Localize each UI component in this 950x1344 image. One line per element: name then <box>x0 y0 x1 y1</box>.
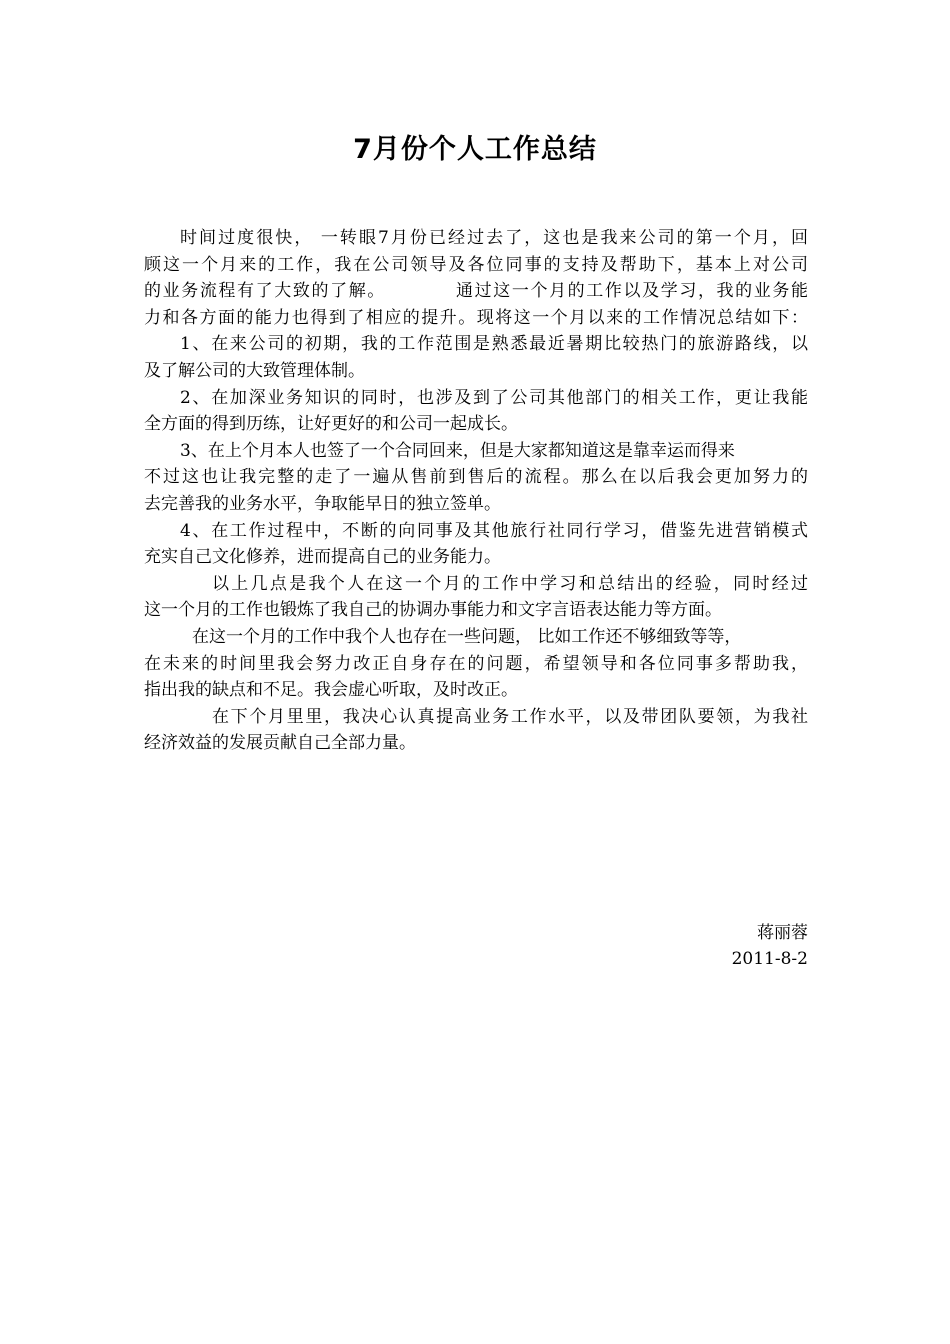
signature-name: 蒋丽蓉 <box>757 923 808 943</box>
signature-date: 2011-8-2 <box>731 949 808 969</box>
body-line: 这一个月的工作也锻炼了我自己的协调办事能力和文字言语表达能力等方面。 <box>144 600 722 621</box>
body-line: 在这一个月的工作中我个人也存在一些问题， 比如工作还不够细致等等， <box>192 626 742 647</box>
body-line: 顾这一个月来的工作，我在公司领导及各位同事的支持及帮助下，基本上对公司 <box>144 254 808 275</box>
document-body <box>144 225 808 757</box>
signature-block <box>600 920 808 972</box>
body-line: 力和各方面的能力也得到了相应的提升。现将这一个月以来的工作情况总结如下： <box>144 307 808 328</box>
body-line: 3、在上个月本人也签了一个合同回来，但是大家都知道这是靠幸运而得来 <box>180 440 735 461</box>
body-line: 在未来的时间里我会努力改正自身存在的问题，希望领导和各位同事多帮助我， <box>144 653 808 674</box>
body-line: 1、在来公司的初期，我的工作范围是熟悉最近暑期比较热门的旅游路线，以 <box>180 334 808 355</box>
body-line: 在下个月里里，我决心认真提高业务工作水平，以及带团队要领，为我社 <box>212 706 808 727</box>
body-line: 充实自己文化修养，进而提高自己的业务能力。 <box>144 547 501 568</box>
body-line: 不过这也让我完整的走了一遍从售前到售后的流程。那么在以后我会更加努力的 <box>144 467 808 488</box>
body-line: 及了解公司的大致管理体制。 <box>144 360 365 381</box>
body-line: 经济效益的发展贡献自己全部力量。 <box>144 733 416 754</box>
body-line: 2、在加深业务知识的同时，也涉及到了公司其他部门的相关工作，更让我能 <box>180 387 808 408</box>
body-line: 时间过度很快， 一转眼7月份已经过去了，这也是我来公司的第一个月，回 <box>180 228 808 248</box>
document-title: 7月份个人工作总结 <box>353 134 597 165</box>
body-line: 的业务流程有了大致的了解。 通过这一个月的工作以及学习，我的业务能 <box>144 281 808 302</box>
body-line: 以上几点是我个人在这一个月的工作中学习和总结出的经验，同时经过 <box>212 573 808 594</box>
body-line: 去完善我的业务水平，争取能早日的独立签单。 <box>144 493 501 514</box>
body-line: 全方面的得到历练，让好更好的和公司一起成长。 <box>144 414 518 435</box>
body-line: 指出我的缺点和不足。我会虚心听取，及时改正。 <box>144 680 518 701</box>
body-line: 4、在工作过程中，不断的向同事及其他旅行社同行学习，借鉴先进营销模式 <box>180 520 808 541</box>
